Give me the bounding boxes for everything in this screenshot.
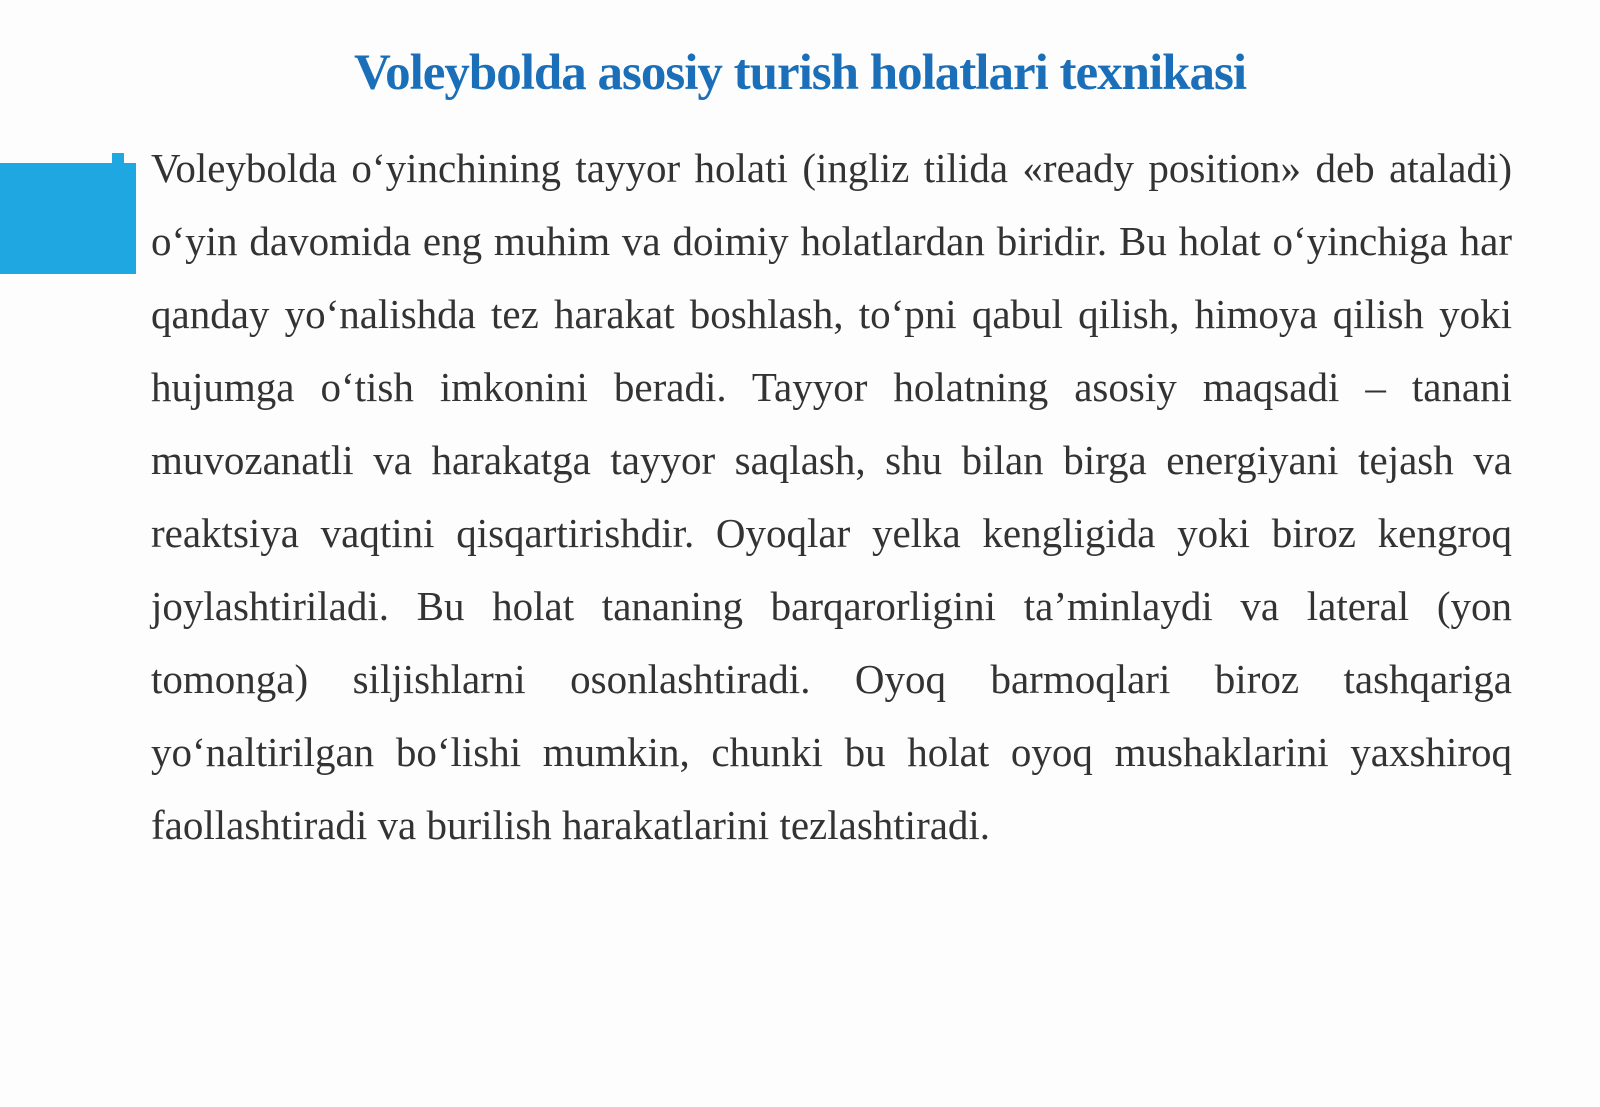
slide-title: Voleybolda asosiy turish holatlari texnikasi	[353, 45, 1247, 101]
slide-body-paragraph: Voleybolda o‘yinchining tayyor holati (ingliz tilida «ready position» deb ataladi) o‘yin davomida eng muhim va doimiy holatlardan biridir. Bu holat o‘yinchiga har qanday yo‘nalishda tez harakat boshlash, to‘pni qabul qilish, himoya qilish yoki hujumga o‘tish imkonini beradi. Tayyor holatning asosiy maqsadi – tanani muvozanatli va harakatga tayyor saqlash, shu bilan birga energiyani tejash va reaktsiya vaqtini qisqartirishdir. Oyoqlar yelka kengligida yoki biroz kengroq joylashtiriladi. Bu holat tananing barqarorligini ta’minlaydi va lateral (yon tomonga) siljishlarni osonlashtiradi. Oyoq barmoqlari biroz tashqariga yo‘naltirilgan bo‘lishi mumkin, chunki bu holat oyoq mushaklarini yaxshiroq faollashtiradi va burilish harakatlarini tezlashtiradi.	[151, 145, 1512, 848]
accent-tab-decoration	[112, 153, 124, 165]
accent-bar-decoration	[0, 163, 136, 274]
